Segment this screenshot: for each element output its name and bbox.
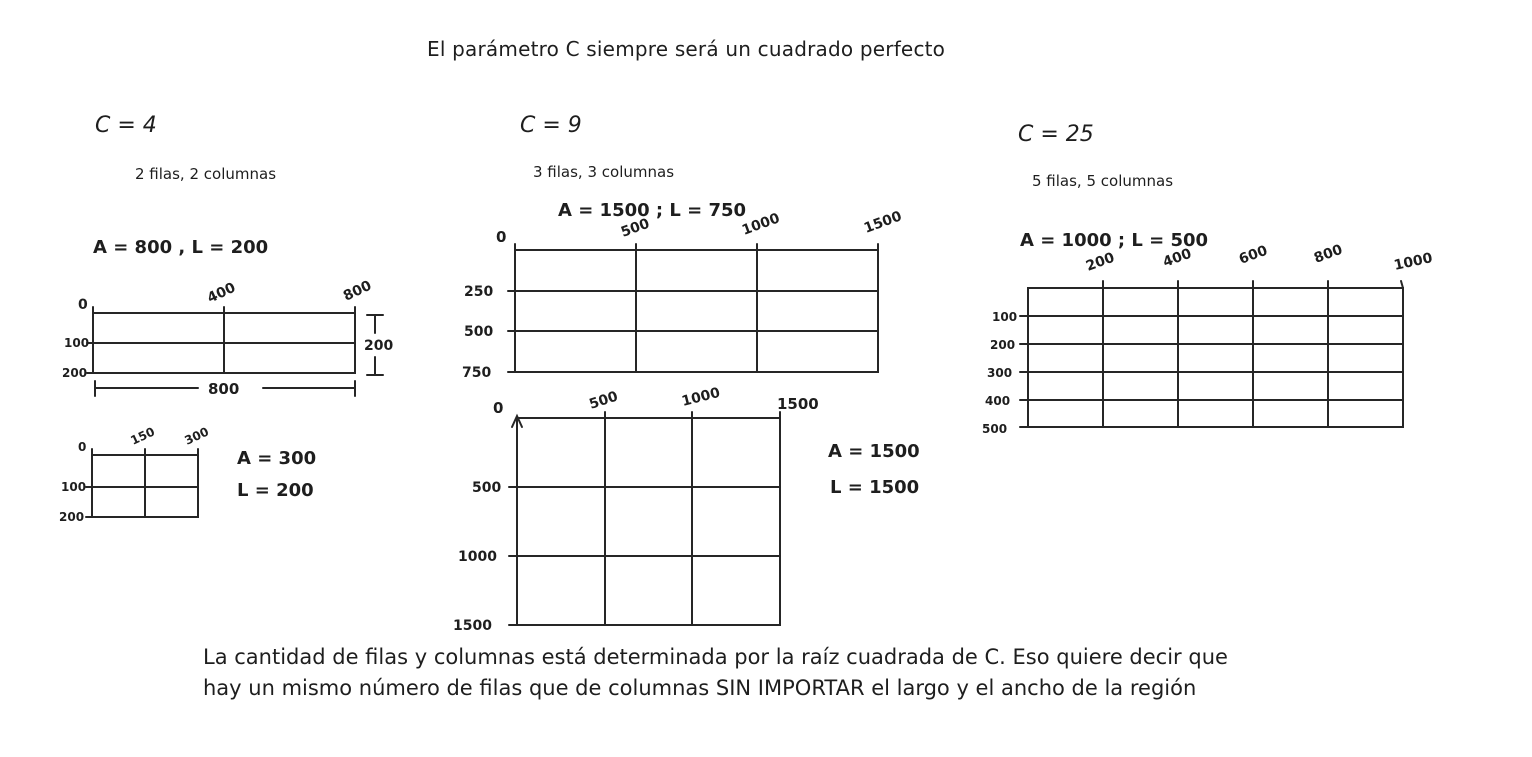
y-tick-label: 500 (472, 480, 502, 496)
grid-outline (1028, 288, 1403, 427)
x-tick-label: 0 (78, 297, 88, 313)
c4-grid-2 (55, 420, 285, 530)
x-tick-label: 800 (340, 277, 375, 305)
c9-subheading: 3 filas, 3 columnas (533, 163, 675, 181)
footer-line-1: La cantidad de filas y columnas está determinada por la raíz cuadrada de C. Eso quiere decir que (203, 645, 1228, 669)
y-tick-label: 300 (987, 366, 1013, 380)
y-tick-label: 200 (990, 338, 1016, 352)
c9-grid-2 (445, 384, 825, 643)
x-tick-label: 1000 (739, 210, 782, 239)
x-tick-label: 1000 (1392, 250, 1434, 274)
page-title: El parámetro C siempre será un cuadrado perfecto (427, 37, 946, 61)
c25-params: A = 1000 ; L = 500 (1020, 230, 1209, 251)
y-tick-label: 500 (982, 422, 1008, 436)
x-tick-label: 1500 (777, 395, 819, 413)
y-tick-label: 1500 (453, 618, 492, 634)
x-tick-label: 800 (1311, 241, 1345, 267)
x-tick-label: 150 (128, 424, 157, 448)
y-tick-label: 100 (992, 310, 1018, 324)
grid-outline (515, 250, 878, 372)
y-tick-label: 100 (61, 480, 87, 494)
x-tick-label: 400 (1160, 245, 1194, 271)
c4-grid-1 (60, 277, 410, 408)
c9-heading: C = 9 (520, 113, 582, 138)
x-tick-label: 200 (1083, 249, 1117, 275)
c4-heading: C = 4 (95, 113, 157, 138)
height-brace-label: 200 (364, 338, 394, 354)
c25-heading: C = 25 (1018, 122, 1094, 147)
x-tick-label: 400 (204, 279, 239, 307)
x-tick-label: 500 (618, 215, 652, 241)
footer-line-2: hay un mismo número de filas que de columnas SIN IMPORTAR el largo y el ancho de la región (203, 676, 1197, 700)
y-tick-label: 500 (464, 324, 494, 340)
x-tick-label: 0 (496, 228, 507, 246)
x-tick-label: 300 (182, 424, 211, 448)
c9-params: A = 1500 ; L = 750 (558, 200, 747, 221)
x-tick-label: 1500 (861, 208, 904, 237)
c25-subheading: 5 filas, 5 columnas (1032, 172, 1174, 190)
x-tick-label: 0 (493, 399, 504, 417)
c9-grid2-note-a: A = 1500 (828, 441, 920, 462)
y-tick-label: 250 (464, 284, 494, 300)
y-tick-label: 200 (59, 510, 85, 524)
c4-params: A = 800 , L = 200 (93, 237, 269, 258)
c4-subheading: 2 filas, 2 columnas (135, 165, 277, 183)
x-tick-label: 500 (587, 388, 621, 413)
width-brace-label: 800 (208, 380, 240, 398)
y-tick-label: 200 (62, 366, 88, 380)
x-tick-label: 600 (1236, 242, 1270, 268)
x-tick-label: 1000 (680, 384, 722, 410)
c25-grid-1 (958, 241, 1468, 447)
y-tick-label: 400 (985, 394, 1011, 408)
c9-grid2-note-l: L = 1500 (830, 477, 920, 498)
grid-outline (517, 418, 780, 625)
y-tick-label: 100 (64, 336, 90, 350)
y-tick-label: 1000 (458, 549, 497, 565)
y-tick-label: 750 (462, 365, 492, 381)
c4-grid2-note-l: L = 200 (237, 480, 314, 501)
c4-grid2-note-a: A = 300 (237, 448, 317, 469)
x-tick-label: 0 (78, 440, 87, 454)
